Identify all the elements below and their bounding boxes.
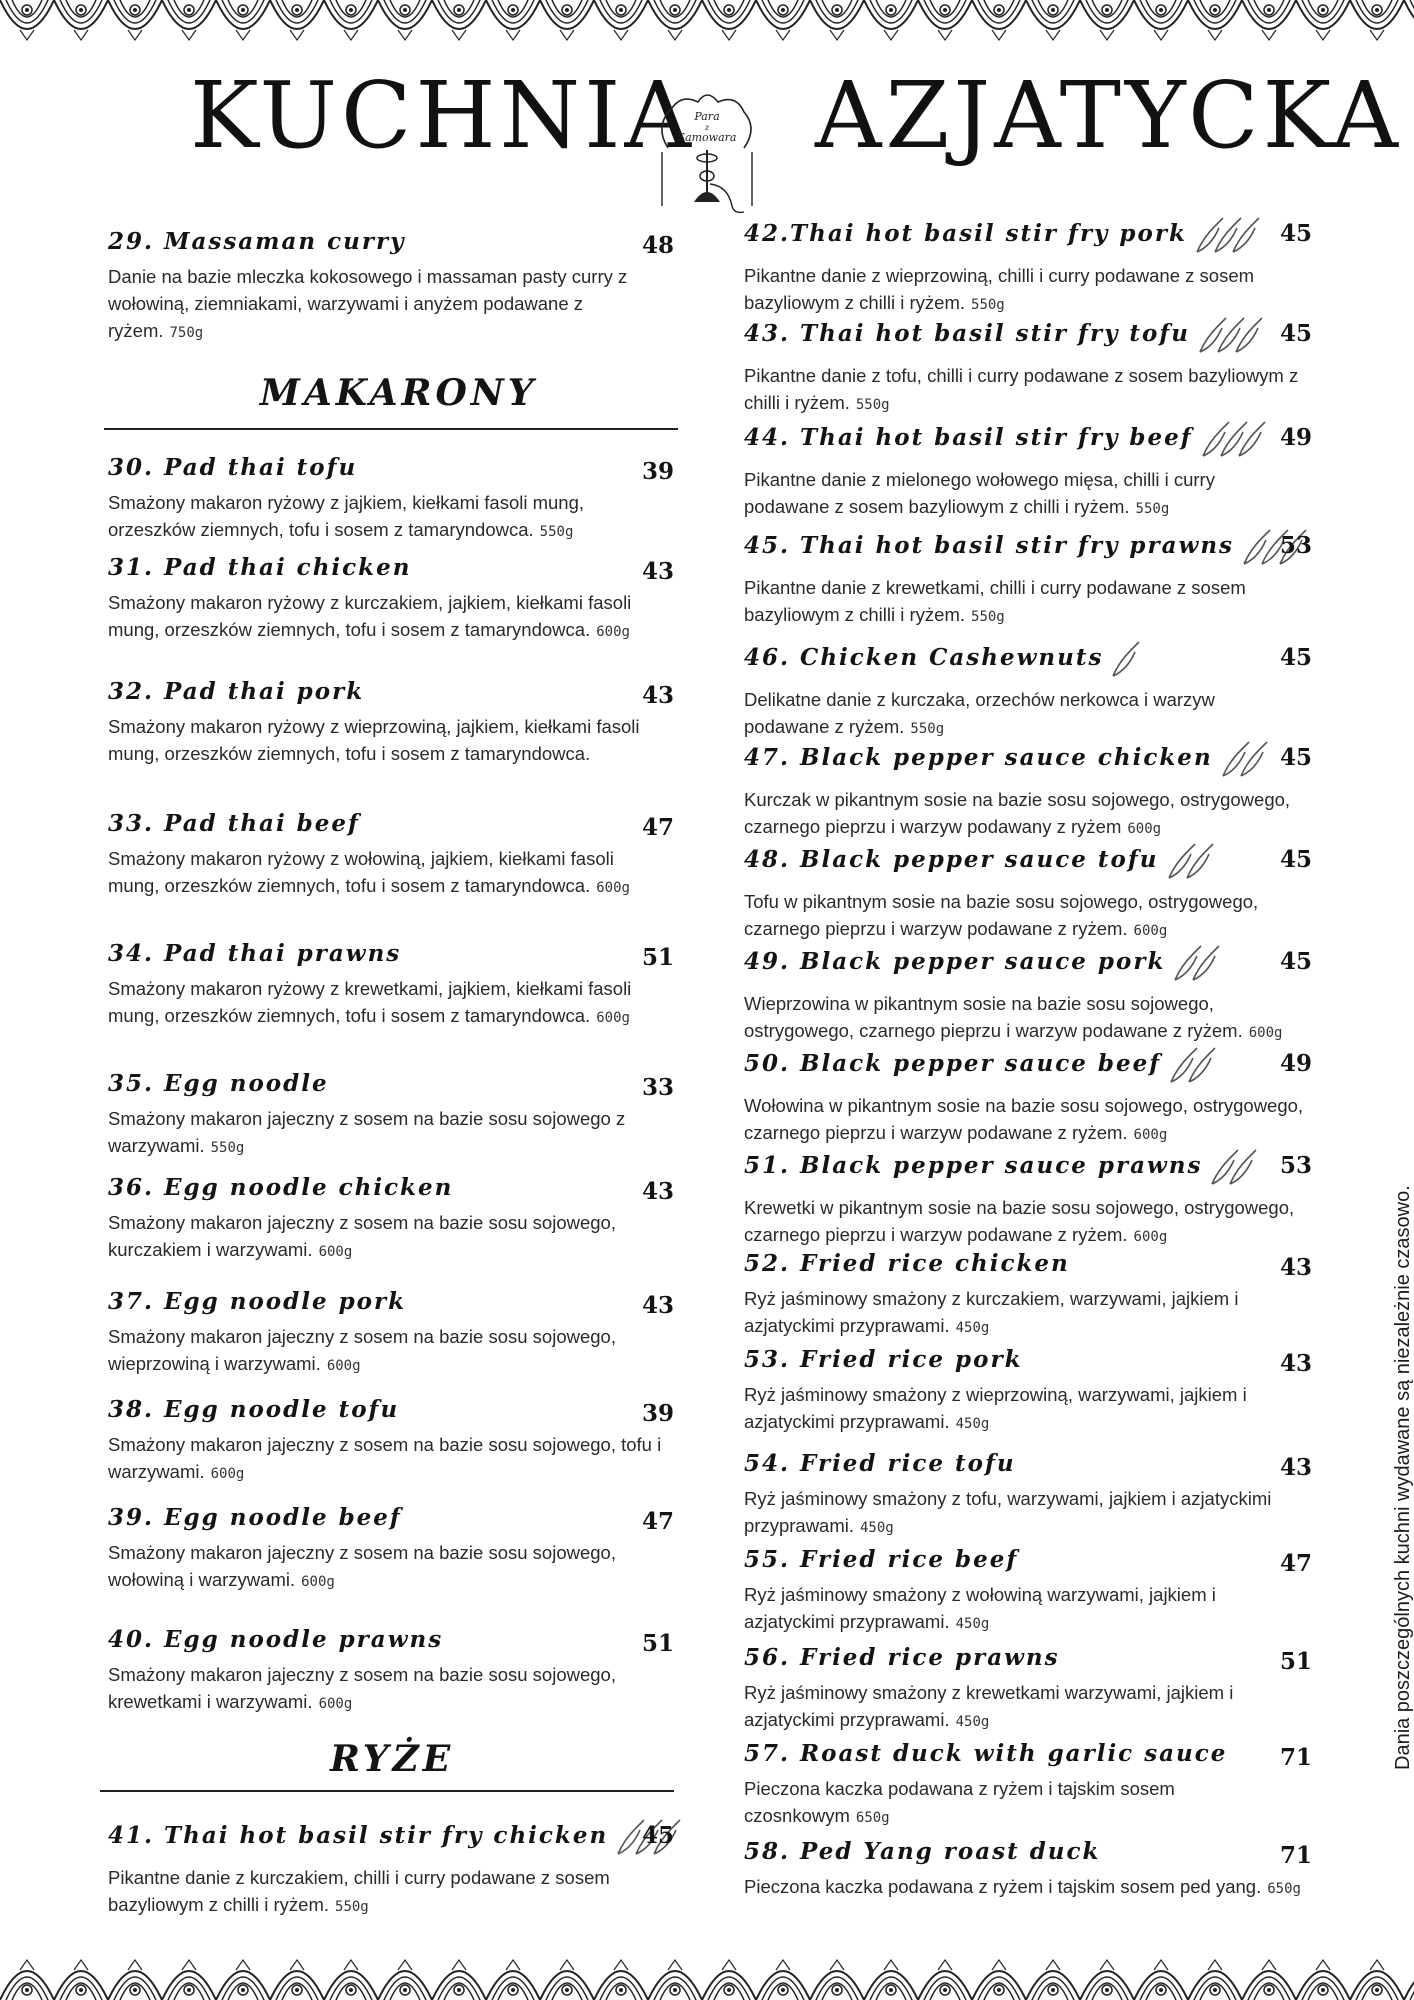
menu-item-name-text: 50. Black pepper sauce beef <box>744 1050 1162 1077</box>
menu-item-name-text: 39. Egg noodle beef <box>108 1504 402 1531</box>
menu-item-description <box>108 1431 668 1488</box>
menu-item-name <box>744 1450 1304 1477</box>
menu-item-weight: 450g <box>955 1616 990 1632</box>
menu-item-weight: 600g <box>596 880 630 896</box>
menu-item <box>744 216 1304 319</box>
menu-item-description <box>108 1539 668 1596</box>
menu-item <box>108 1288 668 1380</box>
menu-item-price: 43 <box>642 1292 675 1319</box>
section-heading-ryze: RYŻE <box>330 1738 455 1780</box>
menu-item-name-text: 44. Thai hot basil stir fry beef <box>744 424 1193 451</box>
menu-item-description <box>108 713 668 767</box>
menu-item-price: 43 <box>642 558 675 585</box>
page-title-right: AZJATYCKA <box>815 62 1402 169</box>
menu-item-weight: 600g <box>1127 821 1162 837</box>
menu-item-name-text: 31. Pad thai chicken <box>108 554 412 581</box>
chili-pepper-icon <box>1199 420 1273 458</box>
menu-item-weight: 550g <box>855 397 890 413</box>
menu-item-name <box>108 1396 668 1423</box>
menu-item-price: 53 <box>1280 1152 1313 1179</box>
menu-item-name <box>108 1818 668 1856</box>
menu-item-description-text: Krewetki w pikantnym sosie na bazie sosu sojowego, ostrygowego, czarnego pieprzu i warzyw podawane z ryżem. <box>744 1197 1295 1245</box>
menu-item-weight: 600g <box>318 1696 353 1712</box>
menu-item-weight: 550g <box>971 297 1005 313</box>
chili-pepper-icon <box>1196 316 1270 354</box>
menu-item <box>744 640 1304 743</box>
menu-item-description <box>108 1323 668 1380</box>
menu-item-description <box>744 1092 1304 1149</box>
menu-item-price: 51 <box>642 1630 675 1657</box>
menu-item <box>108 1818 668 1921</box>
menu-item-description-text: Ryż jaśminowy smażony z kurczakiem, warzywami, jajkiem i azjatyckimi przyprawami. <box>744 1288 1239 1336</box>
menu-item <box>744 842 1304 945</box>
menu-item <box>108 940 668 1032</box>
menu-item-name <box>108 810 668 837</box>
menu-item-weight: 600g <box>1133 1229 1168 1245</box>
menu-item-name-text: 33. Pad thai beef <box>108 810 360 837</box>
menu-item-weight: 600g <box>1248 1025 1283 1041</box>
menu-item-description <box>744 786 1304 843</box>
menu-item-name <box>108 1288 668 1315</box>
menu-item <box>744 1346 1304 1438</box>
menu-item-description-text: Delikatne danie z kurczaka, orzechów nerkowca i warzyw podawane z ryżem. <box>744 689 1215 737</box>
menu-item-description-text: Smażony makaron ryżowy z jajkiem, kiełkami fasoli mung, orzeszków ziemnych, tofu i sosem z tamaryndowca. <box>108 492 585 540</box>
menu-item-description <box>744 686 1304 743</box>
menu-item-name <box>744 842 1304 880</box>
menu-item-description-text: Wołowina w pikantnym sosie na bazie sosu sojowego, ostrygowego, czarnego pieprzu i warzyw podawane z ryżem. <box>744 1095 1304 1143</box>
menu-item-name <box>744 528 1304 566</box>
menu-item-weight: 600g <box>1133 1127 1168 1143</box>
menu-item-name-text: 54. Fried rice tofu <box>744 1450 1016 1477</box>
menu-item <box>108 1396 668 1488</box>
menu-item-description-text: Pieczona kaczka podawana z ryżem i tajskim sosem czosnkowym <box>744 1778 1175 1826</box>
side-note: Dania poszczególnych kuchni wydawane są niezależnie czasowo. <box>1392 1185 1414 1770</box>
menu-item-price: 45 <box>1280 846 1313 873</box>
menu-item-description <box>744 888 1304 945</box>
menu-item-price: 71 <box>1280 1842 1313 1869</box>
menu-item-description-text: Ryż jaśminowy smażony z tofu, warzywami, jajkiem i azjatyckimi przyprawami. <box>744 1488 1272 1536</box>
menu-item-description <box>744 990 1304 1047</box>
menu-item <box>744 420 1304 523</box>
menu-item-name-text: 43. Thai hot basil stir fry tofu <box>744 320 1191 347</box>
menu-item-name <box>108 1070 668 1097</box>
menu-item-weight: 750g <box>169 325 204 341</box>
menu-item-name <box>744 640 1304 678</box>
menu-item-weight: 600g <box>326 1358 361 1374</box>
menu-item-description <box>108 1209 668 1266</box>
menu-item-name-text: 46. Chicken Cashewnuts <box>744 644 1104 671</box>
menu-item-name <box>108 228 668 255</box>
menu-item-weight: 450g <box>955 1416 990 1432</box>
menu-item-description-text: Wieprzowina w pikantnym sosie na bazie sosu sojowego, ostrygowego, czarnego pieprzu i warzyw podawane z ryżem. <box>744 993 1243 1041</box>
menu-item-price: 43 <box>1280 1350 1313 1377</box>
menu-item <box>744 944 1304 1047</box>
menu-item <box>744 1740 1304 1832</box>
menu-item-name-text: 32. Pad thai pork <box>108 678 365 705</box>
chili-pepper-icon <box>1109 640 1147 678</box>
menu-item-name <box>744 740 1304 778</box>
menu-item-description-text: Smażony makaron jajeczny z sosem na bazie sosu sojowego, krewetkami i warzywami. <box>108 1664 616 1712</box>
menu-item-weight: 550g <box>335 1899 369 1915</box>
menu-item-weight: 650g <box>855 1810 890 1826</box>
menu-item-weight: 550g <box>971 609 1005 625</box>
menu-item <box>744 1046 1304 1149</box>
menu-item-name <box>744 1740 1304 1767</box>
menu-item-description <box>744 1873 1304 1903</box>
section-divider-ryze <box>100 1790 674 1792</box>
menu-item-price: 47 <box>1280 1550 1313 1577</box>
menu-item-name-text: 42.Thai hot basil stir fry pork <box>744 220 1187 247</box>
menu-item-weight: 600g <box>596 1010 630 1026</box>
menu-item-description <box>108 1661 668 1718</box>
menu-item-name-text: 51. Black pepper sauce prawns <box>744 1152 1203 1179</box>
menu-item-description-text: Ryż jaśminowy smażony z wołowiną warzywami, jajkiem i azjatyckimi przyprawami. <box>744 1584 1216 1632</box>
menu-item-name <box>744 1148 1304 1186</box>
menu-item <box>744 1838 1304 1903</box>
menu-item-price: 45 <box>1280 220 1313 247</box>
logo-text-line3: Samowara <box>677 131 737 144</box>
menu-item-weight: 600g <box>210 1466 245 1482</box>
logo-text-line1: Para <box>694 110 720 123</box>
menu-item-price: 51 <box>1280 1648 1313 1675</box>
menu-item <box>108 678 668 767</box>
menu-item-name-text: 45. Thai hot basil stir fry prawns <box>744 532 1235 559</box>
menu-item-weight: 450g <box>955 1714 990 1730</box>
menu-item <box>108 1174 668 1266</box>
menu-item <box>744 316 1304 419</box>
menu-item <box>108 810 668 902</box>
menu-item-description <box>744 1194 1304 1251</box>
menu-item-price: 51 <box>642 944 675 971</box>
menu-item-name <box>744 944 1304 982</box>
menu-item-weight: 600g <box>301 1574 335 1590</box>
menu-item <box>744 1450 1304 1542</box>
menu-item-name <box>108 940 668 967</box>
menu-item-description-text: Kurczak w pikantnym sosie na bazie sosu sojowego, ostrygowego, czarnego pieprzu i warzyw podawany z ryżem <box>744 789 1291 837</box>
menu-item-weight: 450g <box>860 1520 894 1536</box>
menu-item-price: 39 <box>642 458 675 485</box>
menu-item-name <box>108 1626 668 1653</box>
menu-item-description-text: Pikantne danie z mielonego wołowego mięsa, chilli i curry podawane z sosem bazyliowym z chilli i ryżem. <box>744 469 1215 517</box>
menu-item-description <box>744 362 1304 419</box>
menu-item-name-text: 34. Pad thai prawns <box>108 940 402 967</box>
menu-item-description <box>744 1485 1304 1542</box>
menu-item-name <box>108 454 668 481</box>
menu-item-price: 39 <box>642 1400 675 1427</box>
menu-item-name-text: 40. Egg noodle prawns <box>108 1626 444 1653</box>
menu-item-description <box>108 1864 668 1921</box>
menu-item-name <box>108 1174 668 1201</box>
menu-item-weight: 600g <box>596 624 630 640</box>
chili-pepper-icon <box>1193 216 1267 254</box>
menu-item-description <box>108 589 668 646</box>
menu-item-weight: 550g <box>1135 501 1170 517</box>
chili-pepper-icon <box>1167 1046 1223 1084</box>
menu-item-name <box>744 1546 1304 1573</box>
menu-item <box>744 1546 1304 1638</box>
menu-item-description <box>108 975 668 1032</box>
chili-pepper-icon <box>1165 842 1221 880</box>
menu-item-name <box>108 678 668 705</box>
menu-item-description <box>744 1581 1304 1638</box>
menu-item-name <box>744 1250 1304 1277</box>
menu-item-name-text: 41. Thai hot basil stir fry chicken <box>108 1822 609 1849</box>
menu-item-price: 45 <box>1280 948 1313 975</box>
menu-item-description <box>108 845 668 902</box>
menu-item-description <box>108 1105 668 1162</box>
ornamental-border-bottom <box>0 1938 1414 2000</box>
menu-item <box>108 454 668 546</box>
menu-item <box>744 1148 1304 1251</box>
menu-item-description <box>744 262 1304 319</box>
menu-item <box>108 1070 668 1162</box>
section-heading-makarony: MAKARONY <box>260 372 538 414</box>
menu-item-weight: 550g <box>910 721 945 737</box>
menu-item <box>108 1626 668 1718</box>
menu-item-description <box>108 263 668 347</box>
menu-item-weight: 550g <box>539 524 574 540</box>
menu-item-price: 43 <box>1280 1254 1313 1281</box>
menu-item-name-text: 36. Egg noodle chicken <box>108 1174 454 1201</box>
menu-item-description-text: Smażony makaron jajeczny z sosem na bazie sosu sojowego, wołowiną i warzywami. <box>108 1542 616 1590</box>
menu-item-description <box>744 1775 1304 1832</box>
menu-item <box>744 1250 1304 1342</box>
menu-item-description-text: Smażony makaron ryżowy z wołowiną, jajkiem, kiełkami fasoli mung, orzeszków ziemnych, tofu i sosem z tamaryndowca. <box>108 848 614 896</box>
menu-item <box>108 1504 668 1596</box>
menu-item-name-text: 35. Egg noodle <box>108 1070 329 1097</box>
menu-item-description-text: Pieczona kaczka podawana z ryżem i tajskim sosem ped yang. <box>744 1876 1262 1897</box>
logo <box>648 86 766 222</box>
ornamental-border-top <box>0 0 1414 62</box>
menu-item-description-text: Smażony makaron jajeczny z sosem na bazie sosu sojowego z warzywami. <box>108 1108 626 1156</box>
chili-pepper-icon <box>1171 944 1227 982</box>
chili-pepper-icon <box>1208 1148 1264 1186</box>
menu-item-description-text: Smażony makaron jajeczny z sosem na bazie sosu sojowego, wieprzowiną i warzywami. <box>108 1326 616 1374</box>
menu-item-price: 45 <box>1280 320 1313 347</box>
menu-item-name-text: 56. Fried rice prawns <box>744 1644 1060 1671</box>
menu-item-description-text: Smażony makaron ryżowy z wieprzowiną, jajkiem, kiełkami fasoli mung, orzeszków ziemnych, tofu i sosem z tamaryndowca. <box>108 716 640 764</box>
menu-item-price: 49 <box>1280 424 1313 451</box>
menu-item-price: 71 <box>1280 1744 1313 1771</box>
menu-item-description-text: Pikantne danie z wieprzowiną, chilli i curry podawane z sosem bazyliowym z chilli i ryżem. <box>744 265 1255 313</box>
menu-item-price: 43 <box>1280 1454 1313 1481</box>
menu-item-price: 45 <box>1280 744 1313 771</box>
menu-item-price: 43 <box>642 682 675 709</box>
menu-item <box>744 740 1304 843</box>
menu-item-description-text: Pikantne danie z tofu, chilli i curry podawane z sosem bazyliowym z chilli i ryżem. <box>744 365 1299 413</box>
menu-item-description <box>108 489 668 546</box>
menu-item <box>744 1644 1304 1736</box>
menu-item-weight: 550g <box>210 1140 245 1156</box>
menu-item-price: 53 <box>1280 532 1313 559</box>
menu-item-name <box>744 1644 1304 1671</box>
menu-item-description-text: Pikantne danie z kurczakiem, chilli i curry podawane z sosem bazyliowym z chilli i ryżem. <box>108 1867 610 1915</box>
menu-item-weight: 600g <box>1133 923 1168 939</box>
menu-item-name-text: 57. Roast duck with garlic sauce <box>744 1740 1228 1767</box>
menu-item-price: 47 <box>642 1508 675 1535</box>
menu-item-name-text: 37. Egg noodle pork <box>108 1288 407 1315</box>
section-divider-makarony <box>104 428 678 430</box>
menu-item-name <box>108 1504 668 1531</box>
menu-item-price: 45 <box>642 1822 675 1849</box>
menu-item-description-text: Smażony makaron jajeczny z sosem na bazie sosu sojowego, kurczakiem i warzywami. <box>108 1212 616 1260</box>
menu-item-name <box>744 1346 1304 1373</box>
menu-item-price: 49 <box>1280 1050 1313 1077</box>
menu-item-name-text: 49. Black pepper sauce pork <box>744 948 1166 975</box>
menu-item-description-text: Tofu w pikantnym sosie na bazie sosu sojowego, ostrygowego, czarnego pieprzu i warzyw podawane z ryżem. <box>744 891 1259 939</box>
menu-item-description <box>744 1381 1304 1438</box>
menu-item-name <box>744 1046 1304 1084</box>
menu-item-description <box>744 1679 1304 1736</box>
menu-item <box>108 228 668 347</box>
menu-item-name <box>744 1838 1304 1865</box>
menu-item-price: 45 <box>1280 644 1313 671</box>
menu-item-weight: 450g <box>955 1320 990 1336</box>
menu-item-name-text: 52. Fried rice chicken <box>744 1250 1070 1277</box>
menu-item-description <box>744 466 1304 523</box>
menu-item-description-text: Pikantne danie z krewetkami, chilli i curry podawane z sosem bazyliowym z chilli i ryżem. <box>744 577 1246 625</box>
menu-item-name <box>744 316 1304 354</box>
chili-pepper-icon <box>1219 740 1275 778</box>
menu-item-weight: 600g <box>318 1244 353 1260</box>
menu-item-name-text: 30. Pad thai tofu <box>108 454 358 481</box>
menu-item-price: 33 <box>642 1074 675 1101</box>
menu-item-price: 48 <box>642 232 675 259</box>
menu-item-name <box>744 216 1304 254</box>
menu-item-name-text: 48. Black pepper sauce tofu <box>744 846 1159 873</box>
menu-item-description <box>744 574 1304 631</box>
menu-item-description-text: Danie na bazie mleczka kokosowego i massaman pasty curry z wołowiną, ziemniakami, warzywami i anyżem podawane z ryżem. <box>108 266 628 341</box>
menu-item-description-text: Smażony makaron ryżowy z kurczakiem, jajkiem, kiełkami fasoli mung, orzeszków ziemnych, tofu i sosem z tamaryndowca. <box>108 592 632 640</box>
menu-item <box>744 528 1304 631</box>
menu-item-price: 43 <box>642 1178 675 1205</box>
menu-item-name <box>744 420 1304 458</box>
menu-item-name <box>108 554 668 581</box>
menu-item-description-text: Ryż jaśminowy smażony z wieprzowiną, warzywami, jajkiem i azjatyckimi przyprawami. <box>744 1384 1247 1432</box>
menu-item-price: 47 <box>642 814 675 841</box>
menu-item <box>108 554 668 646</box>
menu-item-name-text: 55. Fried rice beef <box>744 1546 1019 1573</box>
menu-item-name-text: 47. Black pepper sauce chicken <box>744 744 1213 771</box>
menu-item-description-text: Smażony makaron jajeczny z sosem na bazie sosu sojowego, tofu i warzywami. <box>108 1434 662 1482</box>
page-title-left: KUCHNIA <box>190 62 695 169</box>
menu-item-name-text: 58. Ped Yang roast duck <box>744 1838 1101 1865</box>
logo-text-line2: z <box>704 123 710 132</box>
menu-item-name-text: 38. Egg noodle tofu <box>108 1396 400 1423</box>
menu-item-name-text: 53. Fried rice pork <box>744 1346 1023 1373</box>
menu-item-description-text: Smażony makaron ryżowy z krewetkami, jajkiem, kiełkami fasoli mung, orzeszków ziemnych, tofu i sosem z tamaryndowca. <box>108 978 632 1026</box>
menu-item-name-text: 29. Massaman curry <box>108 228 406 255</box>
hookah-icon <box>662 150 752 212</box>
menu-item-description <box>744 1285 1304 1342</box>
menu-item-weight: 650g <box>1267 1881 1301 1897</box>
menu-item-description-text: Ryż jaśminowy smażony z krewetkami warzywami, jajkiem i azjatyckimi przyprawami. <box>744 1682 1234 1730</box>
